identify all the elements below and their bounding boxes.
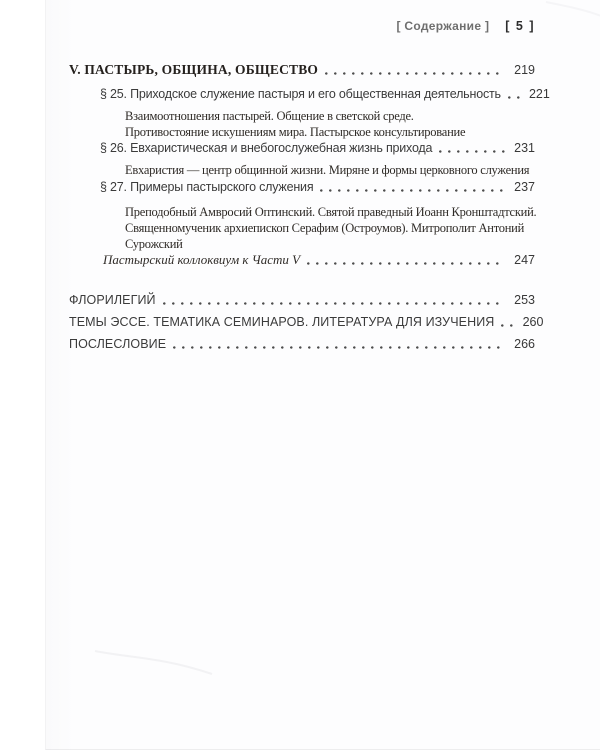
toc-colloquium-row (103, 252, 535, 268)
toc-entry-description-line: Сурожский (125, 237, 183, 251)
toc-entry-description-line: Взаимоотношения пастырей. Общение в светской среде. (125, 109, 414, 123)
toc-backmatter-page-number: 266 (514, 337, 535, 351)
toc-backmatter-row-afterword (69, 336, 535, 352)
toc-entry-page-number: 237 (514, 180, 535, 194)
toc-entry-row-25 (100, 86, 550, 102)
toc-backmatter-page-number: 260 (522, 315, 544, 329)
toc-part-row (69, 62, 535, 78)
toc-colloquium-page-number: 247 (514, 253, 535, 267)
toc-entry-page-number: 221 (528, 87, 550, 101)
running-header (396, 19, 535, 33)
toc-backmatter-label: ПОСЛЕСЛОВИЕ (69, 337, 167, 351)
toc-entry-label: § 27. Примеры пастырского служения (100, 180, 314, 194)
dot-leader (163, 302, 505, 305)
toc-entry-description-line: Евхаристия — центр общинной жизни. Миряне и формы церковного служения (125, 163, 530, 177)
header-page-number: [ 5 ] (505, 19, 535, 33)
toc-entry-label: § 26. Евхаристическая и внебогослужебная жизнь прихода (100, 141, 433, 155)
toc-entry-description-line: Противостояние искушениям мира. Пастырское консультирование (125, 125, 466, 139)
dot-leader (320, 189, 505, 192)
toc-backmatter-page-number: 253 (514, 293, 535, 307)
toc-colloquium-label: Пастырский коллоквиум к Части V (103, 252, 301, 267)
toc-part-label: V. ПАСТЫРЬ, ОБЩИНА, ОБЩЕСТВО (69, 62, 319, 77)
toc-entry-label: § 25. Приходское служение пастыря и его общественная деятельность (100, 87, 501, 101)
toc-backmatter-label: ФЛОРИЛЕГИЙ (69, 293, 156, 307)
dot-leader (439, 150, 505, 153)
dot-leader (508, 96, 520, 99)
toc-entry-page-number: 231 (514, 141, 535, 155)
toc-entry-description-line: Преподобный Амвросий Оптинский. Святой праведный Иоанн Кронштадтский. (125, 205, 537, 219)
toc-entry-row-27 (100, 179, 535, 195)
toc-entry-row-26 (100, 140, 535, 156)
toc-entry-description-line: Священномученик архиепископ Серафим (Остроумов). Митрополит Антоний (125, 221, 525, 235)
toc-backmatter-row-florilegy (69, 292, 535, 308)
header-section-label: [ Содержание ] (396, 19, 490, 33)
toc-backmatter-label: ТЕМЫ ЭССЕ. ТЕМАТИКА СЕМИНАРОВ. ЛИТЕРАТУРА ДЛЯ ИЗУЧЕНИЯ (69, 315, 495, 329)
dot-leader (307, 262, 505, 265)
dot-leader (173, 346, 505, 349)
dot-leader (501, 324, 513, 327)
dot-leader (325, 72, 505, 75)
toc-part-page-number: 219 (514, 63, 535, 77)
toc-backmatter-row-essays (69, 314, 544, 330)
